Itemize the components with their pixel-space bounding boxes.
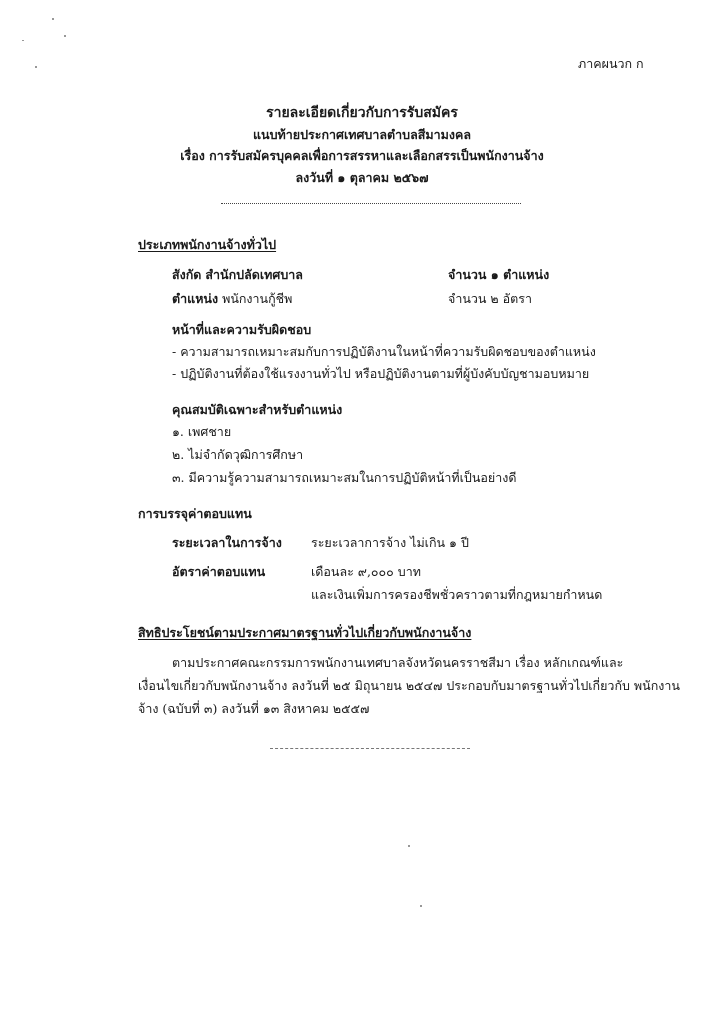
closing-divider <box>270 748 470 749</box>
qualification-item: ๓. มีความรู้ความสามารถเหมาะสมในการปฏิบัติหน้าที่เป็นอย่างดี <box>172 470 517 485</box>
section-heading-employee-type: ประเภทพนักงานจ้างทั่วไป <box>138 237 277 252</box>
duty-item: - ความสามารถเหมาะสมกับการปฏิบัติงานในหน้าที่ความรับผิดชอบของตำแหน่ง <box>172 344 596 359</box>
affiliation-label: สังกัด <box>172 267 202 282</box>
position-label: ตำแหน่ง <box>172 291 219 306</box>
scan-speck <box>52 18 54 20</box>
pay-rate-value: เดือนละ ๙,๐๐๐ บาท <box>311 564 421 579</box>
affiliation-value: สำนักปลัดเทศบาล <box>205 267 303 282</box>
qualifications-heading: คุณสมบัติเฉพาะสำหรับตำแหน่ง <box>172 402 343 417</box>
benefits-text-line-2: เงื่อนไขเกี่ยวกับพนักงานจ้าง ลงวันที่ ๒๕ มิถุนายน ๒๕๔๗ ประกอบกับมาตรฐานทั่วไปเกี่ยวกับ พนักงาน <box>138 678 680 693</box>
employment-period-label: ระยะเวลาในการจ้าง <box>172 535 282 550</box>
position-value: พนักงานกู้ชีพ <box>222 291 293 306</box>
scan-speck <box>420 905 422 907</box>
rate-count: จำนวน ๒ อัตรา <box>448 291 532 306</box>
scan-speck <box>35 66 37 68</box>
pay-rate-label: อัตราค่าตอบแทน <box>172 564 266 579</box>
benefits-heading: สิทธิประโยชน์ตามประกาศมาตรฐานทั่วไปเกี่ยวกับพนักงานจ้าง <box>138 625 472 640</box>
appendix-label: ภาคผนวก ก <box>578 56 644 71</box>
employment-period-value: ระยะเวลาการจ้าง ไม่เกิน ๑ ปี <box>311 535 469 550</box>
compensation-heading: การบรรจุค่าตอบแทน <box>138 506 252 521</box>
scan-speck <box>22 40 24 41</box>
qualification-item: ๒. ไม่จำกัดวุฒิการศึกษา <box>172 447 304 462</box>
benefits-text-line-1: ตามประกาศคณะกรรมการพนักงานเทศบาลจังหวัดนครราชสีมา เรื่อง หลักเกณฑ์และ <box>172 655 624 670</box>
header-line-2: แนบท้ายประกาศเทศบาลตำบลสีมามงคล <box>252 127 472 142</box>
qualification-item: ๑. เพศชาย <box>172 424 232 439</box>
header-line-4: ลงวันที่ ๑ ตุลาคม ๒๕๖๗ <box>295 170 429 185</box>
positions-count: จำนวน ๑ ตำแหน่ง <box>448 267 550 282</box>
pay-rate-allowance: และเงินเพิ่มการครองชีพชั่วคราวตามที่กฎหมายกำหนด <box>311 587 603 602</box>
duties-heading: หน้าที่และความรับผิดชอบ <box>172 322 312 337</box>
header-divider <box>221 203 521 204</box>
duty-item: - ปฏิบัติงานที่ต้องใช้แรงงานทั่วไป หรือปฏิบัติงานตามที่ผู้บังคับบัญชามอบหมาย <box>172 366 590 381</box>
benefits-text-line-3: จ้าง (ฉบับที่ ๓) ลงวันที่ ๑๓ สิงหาคม ๒๕๕๗ <box>138 701 370 716</box>
scan-speck <box>64 35 66 37</box>
position-row <box>172 291 292 307</box>
scan-speck <box>408 845 410 847</box>
header-line-3: เรื่อง การรับสมัครบุคคลเพื่อการสรรหาและเลือกสรรเป็นพนักงานจ้าง <box>180 148 544 163</box>
affiliation-row <box>172 267 303 283</box>
document-title: รายละเอียดเกี่ยวกับการรับสมัคร <box>266 105 458 121</box>
